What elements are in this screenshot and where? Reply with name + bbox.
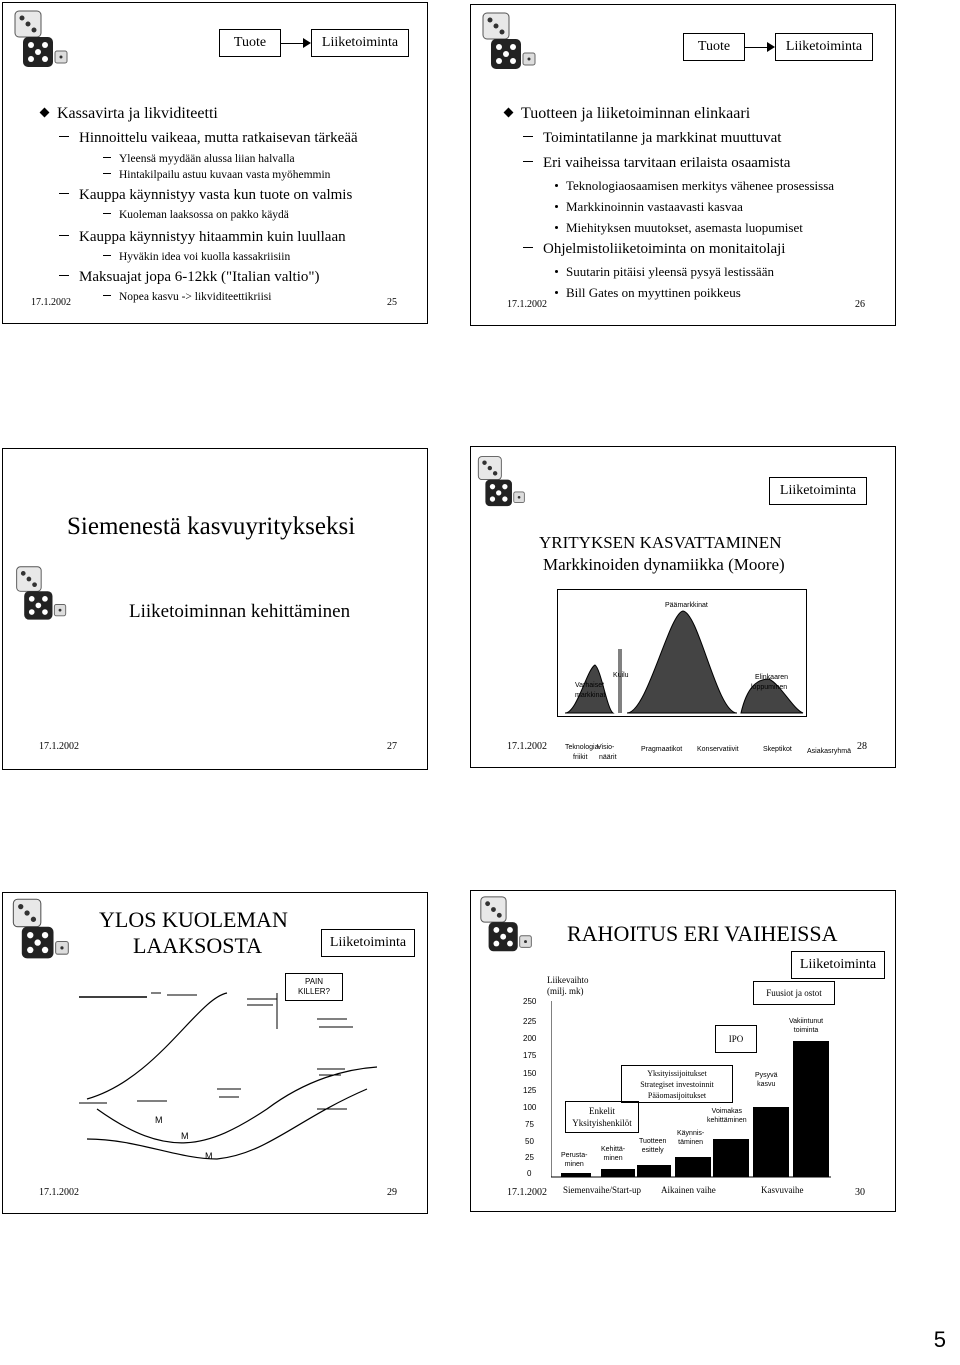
yksityis-box <box>621 1065 733 1103</box>
y-tick: 175 <box>523 1051 537 1060</box>
ipo-box: IPO <box>715 1025 757 1053</box>
bullet-l2: Hinnoittelu vaikeaa, mutta ratkaisevan tärkeää <box>59 130 358 147</box>
slide-number: 26 <box>855 299 865 310</box>
slide-date: 17.1.2002 <box>39 741 79 752</box>
kaynnistaminen-label <box>677 1129 704 1147</box>
bullet-l3: Bill Gates on myyttinen poikkeus <box>555 285 741 301</box>
bullet-l3: Hintakilpailu astuu kuvaan vasta myöhemmin <box>103 169 330 181</box>
bar <box>637 1165 671 1177</box>
label-line: täminen <box>678 1139 704 1146</box>
dice-icon <box>11 563 77 629</box>
dice-icon <box>475 893 543 961</box>
bullet-l2: Toimintatilanne ja markkinat muuttuvat <box>523 130 781 147</box>
slide-number: 29 <box>387 1187 397 1198</box>
label-line: minen <box>564 1161 584 1168</box>
liiketoiminta-tag: Liiketoiminta <box>791 951 885 979</box>
slide-date: 17.1.2002 <box>507 299 547 310</box>
y-tick: 200 <box>523 1034 537 1043</box>
group-label: Konservatiivit <box>697 746 739 753</box>
slide-number: 30 <box>855 1187 865 1198</box>
slide-28 <box>470 446 896 768</box>
dot-bullet-icon <box>555 205 558 208</box>
bar <box>713 1139 749 1177</box>
bullet-l1: Kassavirta ja likviditeetti <box>41 105 218 123</box>
y-axis-label-1: Liikevaihto <box>547 975 589 985</box>
group-label: friikit <box>573 754 588 761</box>
group-label: Skeptikot <box>763 746 792 753</box>
slide-title: YRITYKSEN KASVATTAMINEN <box>539 533 782 552</box>
bullet-l1: Tuotteen ja liiketoiminnan elinkaari <box>505 105 750 123</box>
label-line: Yksityissijoitukset <box>647 1069 707 1078</box>
label-line: kasvu <box>757 1081 776 1088</box>
value-curve <box>87 993 227 1099</box>
bullet-l3: Kuoleman laaksossa on pakko käydä <box>103 209 289 221</box>
dash-bullet-icon <box>59 193 69 194</box>
dash-bullet-icon <box>103 213 111 214</box>
liiketoiminta-tag: Liiketoiminta <box>775 33 873 61</box>
dice-icon <box>9 7 79 77</box>
slide-number: 28 <box>857 741 867 752</box>
arrow-line <box>281 43 303 44</box>
label-line: Vakiintunut <box>789 1018 824 1025</box>
liiketoiminta-tag: Liiketoiminta <box>321 929 415 957</box>
bullet-l3: Yleensä myydään alussa liian halvalla <box>103 153 295 165</box>
y-tick: 25 <box>525 1153 534 1162</box>
y-tick: 150 <box>523 1069 537 1078</box>
svg-text:M: M <box>205 1151 213 1161</box>
label-line: esittely <box>641 1147 664 1154</box>
bar <box>793 1041 829 1177</box>
diamond-bullet-icon <box>504 108 514 118</box>
bullet-l3: Markkinoinnin vastaavasti kasvaa <box>555 199 743 215</box>
label-line: kehittäminen <box>707 1117 747 1124</box>
label-line: Strategiset investoinnit <box>640 1080 714 1089</box>
slide-number: 25 <box>387 297 397 308</box>
pain-label: PAIN <box>304 977 324 986</box>
bar <box>675 1157 711 1177</box>
group-label: näärit <box>599 754 617 761</box>
slide-26 <box>470 4 896 326</box>
tuote-tag: Tuote <box>219 29 281 57</box>
label-line: Enkelit <box>589 1106 615 1116</box>
label-line: toiminta <box>793 1027 819 1034</box>
dot-bullet-icon <box>555 184 558 187</box>
slide-date: 17.1.2002 <box>507 1187 547 1198</box>
chart-label: Elinkaaren <box>755 674 789 681</box>
slide-title-2: LAAKSOSTA <box>133 933 263 958</box>
diamond-bullet-icon <box>40 108 50 118</box>
dot-bullet-icon <box>555 270 558 273</box>
bar <box>601 1169 635 1177</box>
label-line: Tuotteen <box>639 1138 667 1145</box>
y-axis-label-2: (milj. mk) <box>547 986 584 996</box>
cash-curve <box>87 1089 367 1159</box>
group-label: Visio- <box>597 744 615 751</box>
tuotteen-label <box>639 1137 666 1155</box>
bullet-l2: Kauppa käynnistyy vasta kun tuote on valmis <box>59 187 352 204</box>
slide-30 <box>470 890 896 1212</box>
group-label: Teknologia- <box>565 744 601 751</box>
slide-number: 27 <box>387 741 397 752</box>
slide-title: YLOS KUOLEMAN <box>99 907 288 932</box>
dice-icon <box>473 453 535 515</box>
chart-label: loppuminen <box>751 684 788 691</box>
dash-bullet-icon <box>523 247 533 248</box>
enkelit-box <box>565 1101 639 1133</box>
kehittaminen-label <box>601 1145 625 1163</box>
liiketoiminta-tag: Liiketoiminta <box>311 29 409 57</box>
bullet-l3: Suutarin pitäisi yleensä pysyä lestissään <box>555 264 774 280</box>
dash-bullet-icon <box>103 157 111 158</box>
y-tick: 225 <box>523 1017 537 1026</box>
dash-bullet-icon <box>59 235 69 236</box>
slide-title-2: Markkinoiden dynamiikka (Moore) <box>543 555 785 574</box>
bullet-l3: Nopea kasvu -> likviditeettikriisi <box>103 291 271 303</box>
chart-label: markkinat <box>575 692 606 699</box>
bullet-l2: Maksuajat jopa 6-12kk ("Italian valtio") <box>59 269 320 286</box>
bullet-l3: Hyväkin idea voi kuolla kassakriisiin <box>103 251 290 263</box>
phase-label: Siemenvaihe/Start-up <box>563 1185 641 1195</box>
bullet-l3: Teknologiaosaamisen merkitys vähenee prosessissa <box>555 178 834 194</box>
chart-label: Varhaiset <box>575 682 605 689</box>
y-axis-label <box>547 975 589 997</box>
vakiintunut-label <box>789 1017 823 1035</box>
dice-icon <box>7 895 81 969</box>
y-tick: 75 <box>525 1120 534 1129</box>
group-axis-label: Asiakasryhmä <box>807 748 851 755</box>
label-line: Käynnis- <box>677 1130 705 1137</box>
arrow-line <box>745 47 767 48</box>
y-tick: 100 <box>523 1103 537 1112</box>
slide-27 <box>2 448 428 770</box>
y-tick: 50 <box>525 1137 534 1146</box>
handwritten-curve-diagram <box>67 989 387 1179</box>
slide-date: 17.1.2002 <box>507 741 547 752</box>
slide-title: RAHOITUS ERI VAIHEISSA <box>567 921 838 946</box>
killer-label: KILLER? <box>297 987 331 996</box>
dash-bullet-icon <box>523 161 533 162</box>
dash-bullet-icon <box>59 275 69 276</box>
svg-text:M: M <box>181 1131 189 1141</box>
label-line: Voimakas <box>711 1108 743 1115</box>
svg-text:M: M <box>155 1115 163 1125</box>
label-line: Kehittä- <box>601 1146 626 1153</box>
dash-bullet-icon <box>523 136 533 137</box>
dash-bullet-icon <box>59 136 69 137</box>
slide-subtitle: Liiketoiminnan kehittäminen <box>129 601 351 622</box>
group-label: Pragmaatikot <box>641 746 683 753</box>
slide-25 <box>2 2 428 324</box>
bullet-l2: Eri vaiheissa tarvitaan erilaista osaamista <box>523 155 790 172</box>
slide-date: 17.1.2002 <box>39 1187 79 1198</box>
slide-title: Siemenestä kasvuyritykseksi <box>67 513 356 540</box>
voimakas-label <box>707 1107 747 1125</box>
phase-label: Kasvuvaihe <box>761 1185 804 1195</box>
bullet-l3: Miehityksen muutokset, asemasta luopumiset <box>555 220 803 236</box>
slide-29 <box>2 892 428 1214</box>
bar <box>561 1173 591 1177</box>
fuusiot-box: Fuusiot ja ostot <box>753 981 835 1005</box>
y-tick: 0 <box>527 1169 532 1178</box>
dot-bullet-icon <box>555 291 558 294</box>
bullet-l2: Ohjelmistoliiketoiminta on monitaitolaji <box>523 241 785 258</box>
dice-icon <box>477 9 547 79</box>
slide-date: 17.1.2002 <box>31 297 71 308</box>
label-line: Yksityishenkilöt <box>572 1118 632 1128</box>
chart-label: Päämarkkinat <box>665 602 708 609</box>
sheet-page-number: 5 <box>933 1327 946 1352</box>
bar <box>753 1107 789 1177</box>
arrow-icon <box>767 42 775 52</box>
dash-bullet-icon <box>103 255 111 256</box>
dash-bullet-icon <box>103 173 111 174</box>
chart-label: Kuilu <box>613 672 629 679</box>
liiketoiminta-tag: Liiketoiminta <box>769 477 867 505</box>
dot-bullet-icon <box>555 226 558 229</box>
label-line: Perusta- <box>561 1152 588 1159</box>
bullet-l2: Kauppa käynnistyy hitaammin kuin luullaan <box>59 229 346 246</box>
label-line: Pääomasijoitukset <box>647 1091 707 1100</box>
phase-label: Aikainen vaihe <box>661 1185 716 1195</box>
arrow-icon <box>303 38 311 48</box>
tuote-tag: Tuote <box>683 33 745 61</box>
y-tick: 250 <box>523 997 537 1006</box>
y-tick: 125 <box>523 1086 537 1095</box>
pysyva-label <box>755 1071 778 1089</box>
label-line: Pysyvä <box>755 1072 778 1079</box>
perustaminen-label <box>561 1151 587 1169</box>
label-line: minen <box>603 1155 623 1162</box>
dash-bullet-icon <box>103 295 111 296</box>
